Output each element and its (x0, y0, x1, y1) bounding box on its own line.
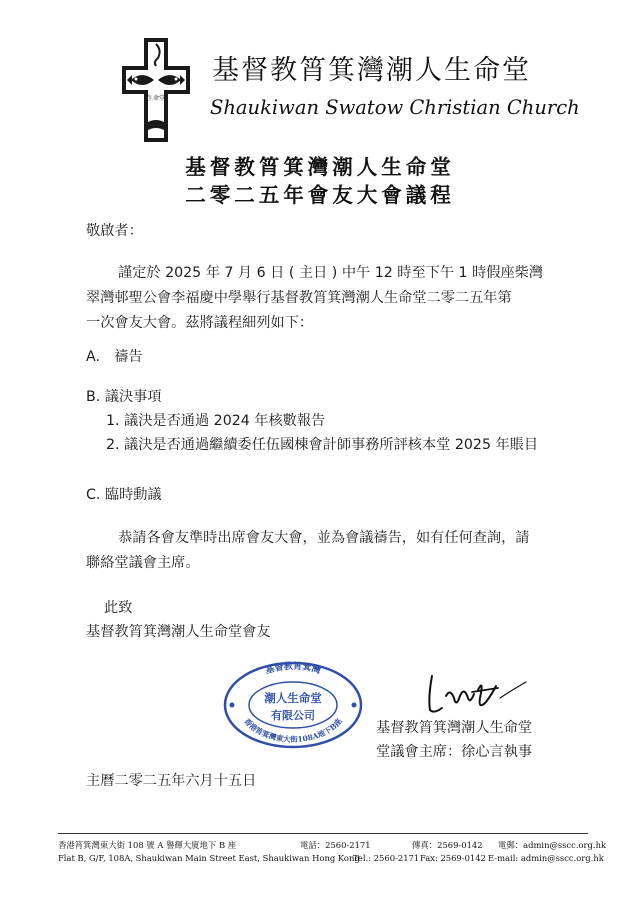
agenda-item-b: B. 議決事項 (86, 389, 162, 405)
footer-fax-en: Fax: 2569-0142 (420, 853, 486, 863)
salutation: 敬啟者： (86, 223, 143, 239)
footer-email-zh: 電郵：admin@sscc.org.hk (498, 840, 607, 850)
intro-line-2: 翠灣邨聖公會李福慶中學舉行基督教筲箕灣潮人生命堂二零二五年第 (86, 290, 512, 306)
footer-tel-en: Tel.: 2560-2171 (353, 853, 420, 863)
intro-line-3: 一次會友大會。茲將議程細列如下： (86, 315, 314, 331)
company-seal (222, 660, 364, 750)
church-name-en: Shaukiwan Swatow Christian Church (210, 96, 580, 119)
church-name-zh: 基督教筲箕灣潮人生命堂 (212, 55, 531, 86)
document-date: 主曆二零二五年六月十五日 (86, 773, 257, 789)
footer-address-zh: 香港筲箕灣東大街 108 號 A 譽輝大廈地下 B 座 (58, 840, 237, 850)
footer-divider (58, 833, 588, 834)
church-cross-logo (118, 34, 194, 146)
handwritten-signature (420, 668, 535, 718)
seal-line-1: 潮人生命堂 (264, 691, 322, 705)
footer-address-en: Flat B, G/F, 108A, Shaukiwan Main Street East, Shaukiwan Hong Kong (58, 853, 360, 863)
signatory-title: 堂議會主席：徐心言執事 (376, 744, 533, 760)
agenda-b-sub-1: 1. 議決是否通過 2024 年核數報告 (106, 413, 326, 429)
footer-tel-zh: 電話：2560-2171 (300, 840, 371, 850)
footer-email-en: E-mail: admin@sscc.org.hk (488, 853, 604, 863)
seal-outer-top: 基督教筲箕灣 (264, 661, 322, 677)
recipient: 基督教筲箕灣潮人生命堂會友 (86, 624, 271, 640)
intro-line-1: 謹定於 2025 年 7 月 6 日 ( 主日 ) 中午 12 時至下午 1 時假座柴灣 (118, 265, 544, 281)
regards: 此致 (104, 600, 133, 616)
closing-line-1: 恭請各會友準時出席會友大會，並為會議禱告，如有任何查詢，請 (118, 530, 530, 546)
footer-fax-zh: 傳真：2569-0142 (412, 840, 483, 850)
logo-text: 生命堂 (146, 95, 166, 102)
seal-outer-bottom: 香港筲箕灣東大街108A地下B座 (242, 716, 344, 745)
agenda-item-a: A. 禱告 (86, 349, 143, 365)
seal-line-2: 有限公司 (271, 709, 315, 722)
title-line-2: 二零二五年會友大會議程 (185, 183, 455, 207)
title-line-1: 基督教筲箕灣潮人生命堂 (185, 155, 455, 179)
closing-line-2: 聯絡堂議會主席。 (86, 555, 200, 571)
signatory-org: 基督教筲箕灣潮人生命堂 (376, 720, 533, 736)
agenda-item-c: C. 臨時動議 (86, 487, 162, 503)
agenda-b-sub-2: 2. 議決是否通過繼續委任伍國棟會計師事務所評核本堂 2025 年賬目 (106, 437, 539, 453)
